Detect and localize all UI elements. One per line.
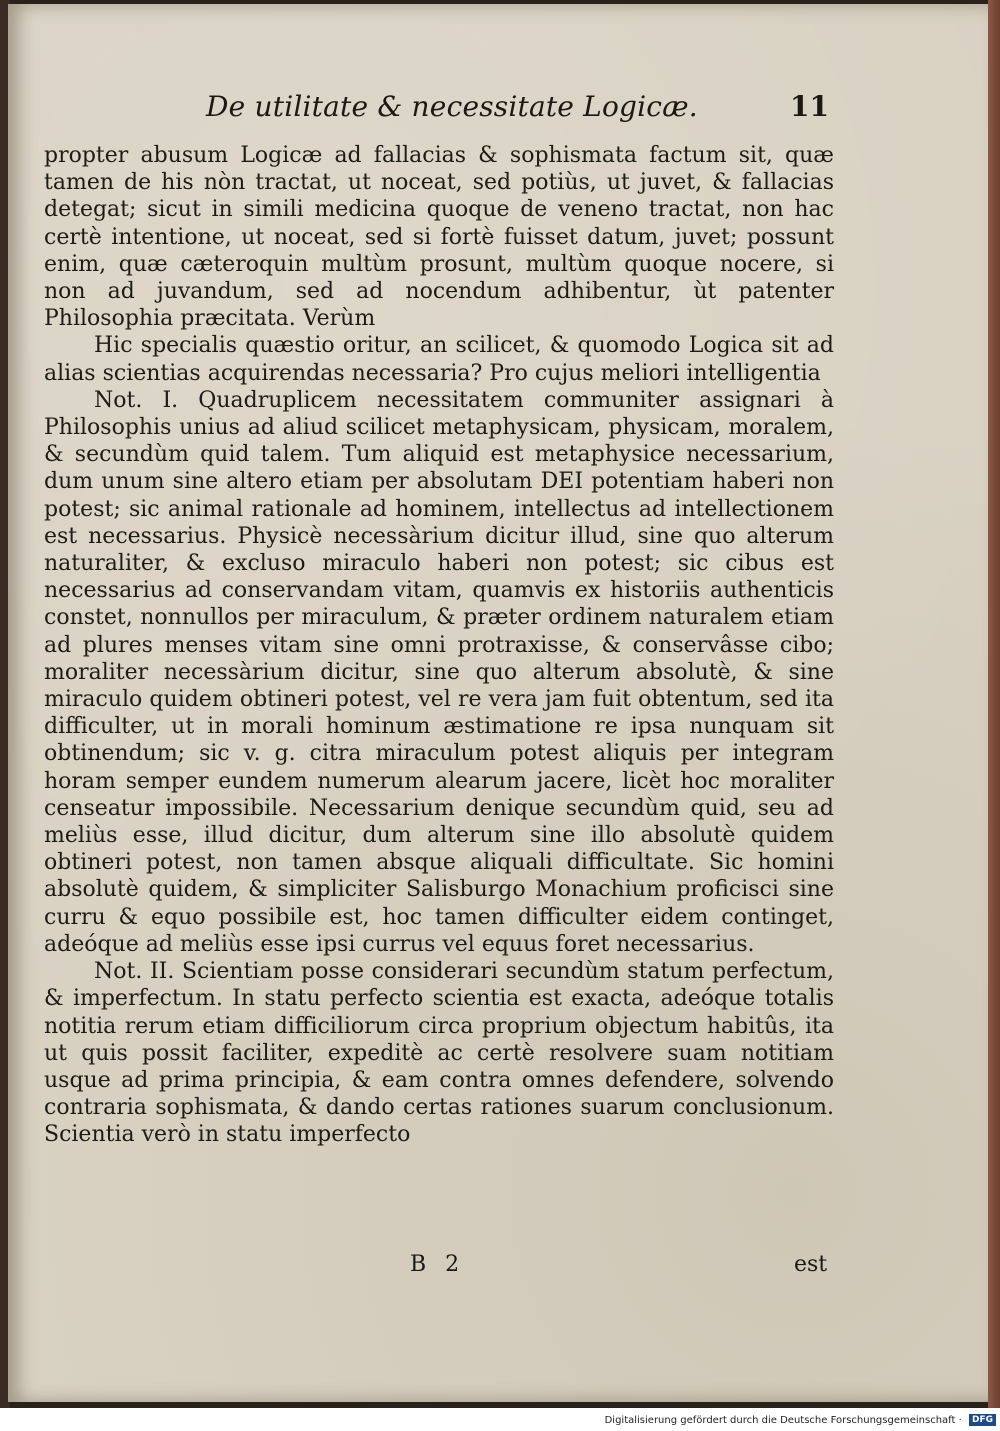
page-header — [8, 90, 990, 130]
dfg-logo-icon: DFG — [969, 1414, 996, 1426]
running-title: De utilitate & necessitate Logicæ. — [206, 90, 698, 123]
book-edge — [988, 0, 1000, 1408]
signature-mark: B 2 — [410, 1252, 466, 1277]
paragraph-2: Hic specialis quæstio oritur, an scilicet, & quomodo Logica sit ad alias scientias acquirendas necessaria? Pro cujus meliori intelligentia — [44, 333, 834, 386]
body-text — [44, 142, 834, 1149]
page-footer — [8, 1252, 990, 1288]
paragraph-4: Not. II. Scientiam posse considerari secundùm statum perfectum, & imperfectum. In statu perfecto scientia est exacta, adeóque totalis notitia rerum etiam difficiliorum circa proprium objectum habitûs, ita ut quis possit faciliter, expeditè ac certè resolvere suam notitiam usque ad prima principia, & eam contra omnes defendere, solvendo contraria sophismata, & dando certas rationes suarum conclusionum. Scientia verò in statu imperfecto — [44, 959, 834, 1148]
paragraph-3: Not. I. Quadruplicem necessitatem communiter assignari à Philosophis unius ad aliud scilicet metaphysicam, physicam, moralem, & secundùm quid talem. Tum aliquid est metaphysice necessarium, dum unum sine altero etiam per absolutam DEI potentiam haberi non potest; sic animal rationale ad hominem, intellectus ad intellectionem est necessarius. Physicè necessàrium dicitur illud, sine quo alterum naturaliter, & excluso miraculo haberi non potest; sic cibus est necessarius ad conservandam vitam, quamvis ex historiis authenticis constet, nonnullos per miraculum, & præter ordinem naturalem etiam ad plures menses vitam sine omni protraxisse, & conservâsse cibo; moraliter necessàrium dicitur, sine quo alterum absolutè, & sine miraculo quidem obtineri potest, vel re vera jam fuit obtentum, sed ita difficulter, ut in morali hominum æstimatione re ipsa nunquam sit obtinendum; sic v. g. citra miraculum potest aliquis per integram horam semper eundem numerum alearum jacere, licèt hoc moraliter censeatur impossibile. Necessarium denique secundùm quid, seu ad meliùs esse, illud dicitur, dum alterum sine illo absolutè quidem obtineri potest, non tamen absque aliquali difficultate. Sic homini absolutè quidem, & simpliciter Salisburgo Monachium proficisci sine curru & equo possibile est, hoc tamen difficulter eidem continget, adeóque ad meliùs esse ipsi currus vel equus foret necessarius. — [44, 387, 834, 957]
catchword: est — [794, 1252, 828, 1277]
digitization-credit — [0, 1414, 996, 1426]
paragraph-1: propter abusum Logicæ ad fallacias & sophismata factum sit, quæ tamen de his nòn tractat, ut noceat, sed potiùs, ut juvet, & fallacias detegat; sicut in simili medicina quoque de veneno tractat, non hac certè intentione, ut noceat, sed si fortè fuisset datum, juvet; possunt enim, quæ cæteroquin multùm prosunt, multùm quoque nocere, si non ad juvandum, sed ad nocendum adhibentur, ùt patenter Philosophia præcitata. Verùm — [44, 143, 834, 332]
paper-page — [8, 4, 990, 1402]
credit-text: Digitalisierung gefördert durch die Deutsche Forschungsgemeinschaft · — [604, 1415, 962, 1426]
page-number: 11 — [790, 90, 829, 123]
